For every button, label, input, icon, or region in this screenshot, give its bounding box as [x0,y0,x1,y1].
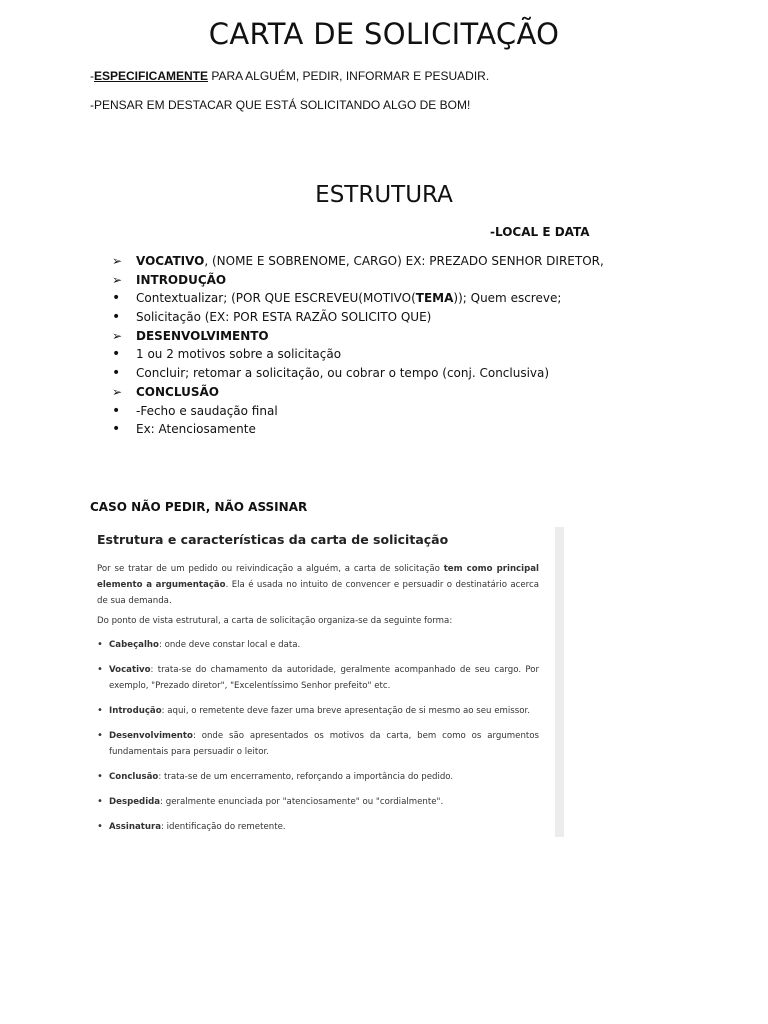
list-item-bold: CONCLUSÃO [136,384,219,399]
list-item-text: -Fecho e saudação final [136,403,278,418]
list-item-bold: VOCATIVO [136,254,205,268]
article-bullet-list [97,637,539,835]
list-item [112,271,604,290]
article-paragraph-1 [97,561,539,609]
list-item-text: Concluir; retomar a solicitação, ou cobrar o tempo (conj. Conclusiva) [136,366,550,381]
intro-line-1 [90,69,489,83]
article-paragraph-2: Do ponto de vista estrutural, a carta de solicitação organiza-se da seguinte forma: [97,616,453,626]
caso-note: CASO NÃO PEDIR, NÃO ASSINAR [90,500,308,514]
list-item [97,819,539,835]
bullet-term: Despedida [109,797,161,807]
list-item-bold: DESENVOLVIMENTO [136,328,269,343]
arrow-bullet-icon: ➢ [112,272,123,287]
list-item [112,383,604,402]
list-item-bold: INTRODUÇÃO [136,272,227,287]
list-item-bold: TEMA [415,291,454,306]
dot-bullet-icon: • [112,309,121,326]
list-item [97,728,539,760]
bullet-term: Desenvolvimento [109,731,193,741]
bullet-desc: : aqui, o remetente deve fazer uma breve apresentação de si mesmo ao seu emissor. [161,706,530,716]
list-item-text: 1 ou 2 motivos sobre a solicitação [136,347,342,362]
local-data-label: -LOCAL E DATA [490,225,590,239]
paragraph-text: Por se tratar de um pedido ou reivindicação a alguém, a carta de solicitação [97,564,444,574]
article-heading: Estrutura e características da carta de solicitação [97,532,449,547]
dot-bullet-icon: • [112,402,121,419]
embedded-article-image [87,527,564,837]
paragraph-text: . Ela é usada no intuito de convencer e persuadir o destinatário acerca de sua demanda. [97,580,539,606]
list-item-text: Ex: Atenciosamente [136,422,256,437]
list-item [97,662,539,694]
arrow-bullet-icon: ➢ [112,384,123,399]
list-item [112,289,604,308]
arrow-bullet-icon: ➢ [112,328,123,343]
bullet-desc: : onde são apresentados os motivos da carta, bem como os argumentos fundamentais para persuadir o leitor. [109,731,539,757]
list-item [97,769,539,785]
bullet-desc: : trata-se de um encerramento, reforçando a importância do pedido. [158,772,454,782]
list-item-text: Solicitação (EX: POR ESTA RAZÃO SOLICITO QUE) [136,310,432,325]
list-item [112,402,604,421]
dot-bullet-icon: • [112,365,121,382]
list-item [112,364,604,383]
paragraph-emphasis: tem como principal elemento a argumentação [97,564,539,590]
list-item [97,794,539,810]
bullet-term: Cabeçalho [109,640,159,650]
list-item [112,252,604,271]
list-item [112,420,604,439]
section-title: ESTRUTURA [315,182,453,208]
list-item-text: )); Quem escreve; [453,291,562,306]
list-item [112,308,604,327]
bullet-desc: : identificação do remetente. [161,822,286,832]
intro-line-1-rest: PARA ALGUÉM, PEDIR, INFORMAR E PESUADIR. [208,69,490,83]
dot-bullet-icon: • [112,290,121,307]
bullet-desc: : trata-se do chamamento da autoridade, geralmente acompanhado de seu cargo. Por exemplo, "Prezado diretor", "Excelentíssimo Senhor prefeito" etc. [109,665,539,691]
dot-bullet-icon: • [112,346,121,363]
list-item [97,637,539,653]
structure-list [112,252,604,439]
bullet-desc: : geralmente enunciada por "atenciosamente" ou "cordialmente". [160,797,444,807]
bullet-desc: : onde deve constar local e data. [158,640,301,650]
list-item [112,345,604,364]
list-item-text: Contextualizar; (POR QUE ESCREVEU(MOTIVO( [136,291,416,306]
bullet-term: Vocativo [109,665,151,675]
list-item [97,703,539,719]
list-item-text: , (NOME E SOBRENOME, CARGO) EX: PREZADO SENHOR DIRETOR, [204,254,604,268]
arrow-bullet-icon: ➢ [112,254,123,268]
bullet-term: Assinatura [109,822,162,832]
list-item [112,327,604,346]
page-title: CARTA DE SOLICITAÇÃO [208,17,560,51]
intro-emphasis: ESPECIFICAMENTE [94,69,209,83]
bullet-term: Conclusão [109,772,159,782]
bullet-term: Introdução [109,706,162,716]
intro-line-2: -PENSAR EM DESTACAR QUE ESTÁ SOLICITANDO ALGO DE BOM! [90,98,471,112]
dot-bullet-icon: • [112,421,121,438]
intro-dash: - [90,69,94,83]
